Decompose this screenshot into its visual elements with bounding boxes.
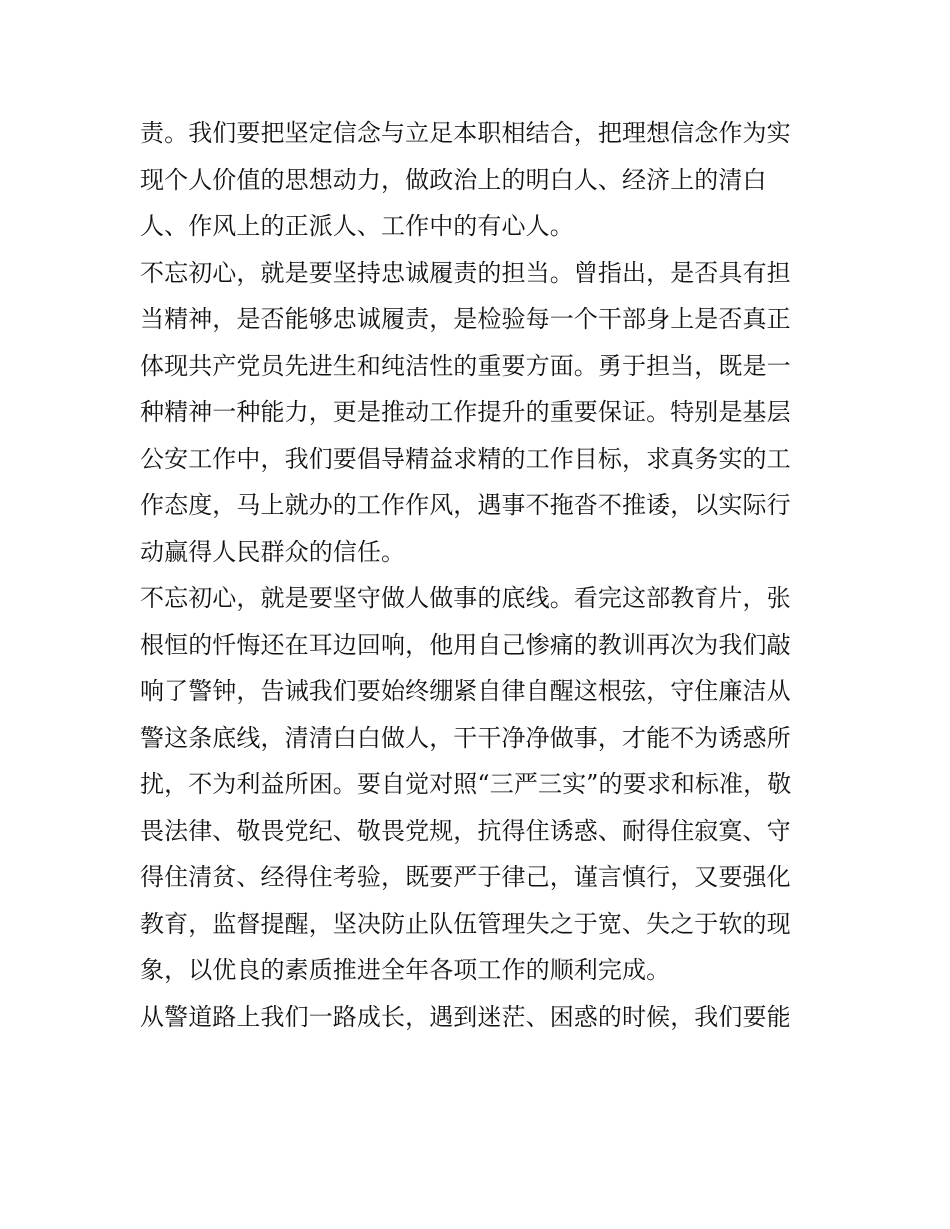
- paragraph-line: 种精神一种能力，更是推动工作提升的重要保证。特别是基层: [140, 398, 791, 426]
- paragraph-line: 畏法律、敬畏党纪、敬畏党规，抗得住诱惑、耐得住寂寞、守: [140, 816, 791, 845]
- paragraph-line: 扰，不为利益所困。要自觉对照“三严三实”的要求和标准，敬: [140, 770, 792, 798]
- paragraph-line: 现个人价值的思想动力，做政治上的明白人、经济上的清白: [140, 165, 767, 194]
- paragraph-line: 作态度，马上就办的工作作风，遇事不拖沓不推诿，以实际行: [140, 491, 791, 519]
- paragraph-line: 当精神，是否能够忠诚履责，是检验每一个干部身上是否真正: [140, 305, 791, 333]
- paragraph-line: 公安工作中，我们要倡导精益求精的工作目标，求真务实的工: [140, 444, 791, 473]
- paragraph-3: [140, 575, 812, 994]
- paragraph-line: 教育，监督提醒，坚决防止队伍管理失之于宽、失之于软的现: [140, 909, 791, 938]
- paragraph-line: 责。我们要把坚定信念与立足本职相结合，把理想信念作为实: [140, 119, 791, 147]
- paragraph-line: 从警道路上我们一路成长，遇到迷茫、困惑的时候，我们要能: [140, 1002, 791, 1031]
- paragraph-line: 象，以优良的素质推进全年各项工作的顺利完成。: [140, 956, 671, 984]
- paragraph-line: 人、作风上的正派人、工作中的有心人。: [140, 212, 574, 240]
- paragraph-line: 动赢得人民群众的信任。: [140, 537, 406, 566]
- paragraph-line: 警这条底线，清清白白做人，干干净净做事，才能不为诱惑所: [140, 723, 791, 752]
- paragraph-line: 体现共产党员先进生和纯洁性的重要方面。勇于担当，既是一: [140, 351, 791, 380]
- paragraph-2: [140, 250, 812, 576]
- paragraph-line: 不忘初心，就是要坚持忠诚履责的担当。曾指出，是否具有担: [140, 258, 791, 287]
- paragraph-line: 响了警钟，告诫我们要始终绷紧自律自醒这根弦，守住廉洁从: [140, 677, 791, 705]
- paragraph-4: [140, 994, 812, 1041]
- paragraph-1: [140, 110, 812, 250]
- document-body: [140, 110, 812, 1040]
- paragraph-line: 根恒的忏悔还在耳边回响，他用自己惨痛的教训再次为我们敲: [140, 630, 791, 659]
- paragraph-line: 不忘初心，就是要坚守做人做事的底线。看完这部教育片，张: [140, 584, 791, 612]
- paragraph-line: 得住清贫、经得住考验，既要严于律己，谨言慎行，又要强化: [140, 863, 791, 891]
